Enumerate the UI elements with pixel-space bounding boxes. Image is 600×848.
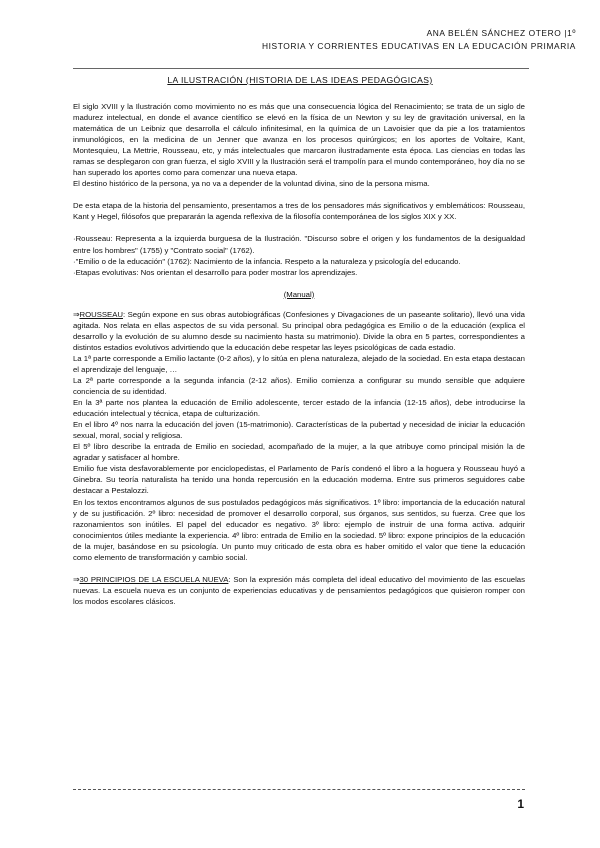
- title-text: LA ILUSTRACIÓN (HISTORIA DE LAS IDEAS PEDAGÓGICAS): [167, 75, 433, 85]
- rousseau-part: El 5º libro describe la entrada de Emilio en sociedad, acompañado de la mujer, a la que atribuye como principal misión la de agradar y satisfacer al hombre.: [73, 442, 525, 463]
- arrow-icon: ⇒: [73, 574, 80, 584]
- rousseau-part: En el libro 4º nos narra la educación del joven (15-matrimonio). Características de la pubertad y necesidad de iniciar la educación sexual, moral, social y religiosa.: [73, 420, 525, 441]
- bullet-item: ·Etapas evolutivas: Nos orientan el desarrollo para poder mostrar los aprendizajes.: [73, 267, 358, 277]
- rousseau-part: Emilio fue vista desfavorablemente por enciclopedistas, el Parlamento de París condenó el libro a la hoguera y Rousseau huyó a Ginebra. Su teoría naturalista ha tenido una honda repercusión en la educación moderna. Entre sus primeros seguidores cabe destacar a Pestalozzi.: [73, 464, 525, 496]
- spacer: [73, 278, 525, 289]
- arrow-icon: ⇒: [73, 309, 80, 319]
- bullet-item: ·Rousseau: Representa a la izquierda burguesa de la Ilustración. "Discurso sobre el origen y los fundamentos de la desigualdad entre los hombres" (1755) y "Contrato social" (1762).: [73, 234, 525, 255]
- header-author: ANA BELÉN SÁNCHEZ OTERO |1º: [426, 28, 576, 38]
- document-body: [73, 101, 525, 607]
- header-course: HISTORIA Y CORRIENTES EDUCATIVAS EN LA EDUCACIÓN PRIMARIA: [261, 41, 576, 51]
- rousseau-part: En la 3ª parte nos plantea la educación de Emilio adolescente, tercer estado de la infancia (12-15 años), debe introducirse la educación intelectual y técnica, etapa de culturización.: [73, 398, 525, 419]
- principios-section: [73, 574, 525, 607]
- manual-label: (Manual): [283, 289, 315, 299]
- principios-text: : Son la expresión más completa del ideal educativo del movimiento de las escuelas nuevas. La escuela nueva es un conjunto de experiencias educativas y de pensamientos pedagógicos que quisieron romper con los modos escolares clásicos.: [73, 574, 525, 606]
- rousseau-part: La 1ª parte corresponde a Emilio lactante (0-2 años), y lo sitúa en plena naturaleza, alejado de la sociedad. En esta etapa destacan el aprendizaje del lenguaje, …: [73, 353, 525, 374]
- rousseau-section: [73, 309, 525, 353]
- rousseau-heading: ROUSSEAU: [79, 309, 123, 319]
- rousseau-part: En los textos encontramos algunos de sus postulados pedagógicos más significativos. 1º libro: importancia de la educación natural y de su justificación. 2º libro: necesidad de promover el desarrollo corporal, sus órganos, sus sentidos, su fuerza. Cree que los razonamientos son inútiles. El papel del educador es negativo. 3º libro: ejemplo de instruir de una forma activa. adquirir conocimientos útiles mediante la experiencia. 4º libro: entrada de Emilio en la sociedad. 5º libro: expone principios de la educación de la mujer, basándose en su psicología. Un punto muy criticado de esta obra es haber omitido el valor que tiene la educación como elemento de transformación y cambio social.: [73, 497, 525, 562]
- header-divider: [73, 68, 529, 69]
- bullet-item: ·"Emilio o de la educación" (1762): Nacimiento de la infancia. Respeto a la naturaleza y psicología del educando.: [73, 256, 461, 266]
- spacer: [73, 563, 525, 574]
- rousseau-intro: : Según expone en sus obras autobiográficas (Confesiones y Divagaciones de un paseante solitario), llevó una vida agitada. Nos relata en ellas aspectos de su vida personal. Su principal obra pedagógica es Emilio o de la educación (explica el desarrollo y la evolución de su alumno desde su nacimiento hasta su matrimonio). Divide la obra en 5 partes, correspondientes a distintos estadios evolutivos advirtiendo que la educación debe respetar las leyes psicológicas de cada estadio.: [73, 309, 525, 352]
- rousseau-part: La 2ª parte corresponde a la segunda infancia (2-12 años). Emilio comienza a configurar su mundo sensible que adquiere conciencia de su identidad.: [73, 375, 525, 397]
- spacer: [73, 189, 525, 200]
- spacer: [73, 222, 525, 233]
- page-number: 1: [517, 797, 524, 811]
- spacer: [73, 300, 525, 309]
- intro-paragraph-1: El siglo XVIII y la Ilustración como movimiento no es más que una consecuencia lógica del Renacimiento; se trata de un siglo de madurez intelectual, en donde el avance científico se elevó en la física de un Newton y su ley de gravitación universal, en la matemática de un Leibniz que desarrolla el cálculo infinitesimal, en la química de un Lavoisier que da pie a los tratamientos inmunológicos, en la medicina de un Jenner que avanza en los procesos quirúrgicos; en los aportes de Voltaire, Kant, Montesquieu, La Mettrie, Rousseau, etc, y más intelectuales que marcaron ilustradamente esta época. Las ciencias en todas las ramas se desplegaron con gran fuerza, el siglo XVIII y la Ilustración será el trampolín para el mundo contemporáneo, hoy día no se han superado los aportes como para comenzar una nueva etapa.: [73, 102, 525, 178]
- page-header: [262, 27, 576, 53]
- intro-paragraph-3: De esta etapa de la historia del pensamiento, presentamos a tres de los pensadores más significativos y emblemáticos: Rousseau, Kant y Hegel, filósofos que prepararán la agenda reflexiva de la filosofía contemporánea de los siglos XIX y XX.: [73, 201, 525, 222]
- document-title: [0, 75, 600, 85]
- principios-heading: 30 PRINCIPIOS DE LA ESCUELA NUEVA: [79, 574, 229, 584]
- intro-paragraph-2: El destino histórico de la persona, ya no va a depender de la voluntad divina, sino de la persona misma.: [73, 179, 430, 189]
- footer-divider: [73, 789, 525, 790]
